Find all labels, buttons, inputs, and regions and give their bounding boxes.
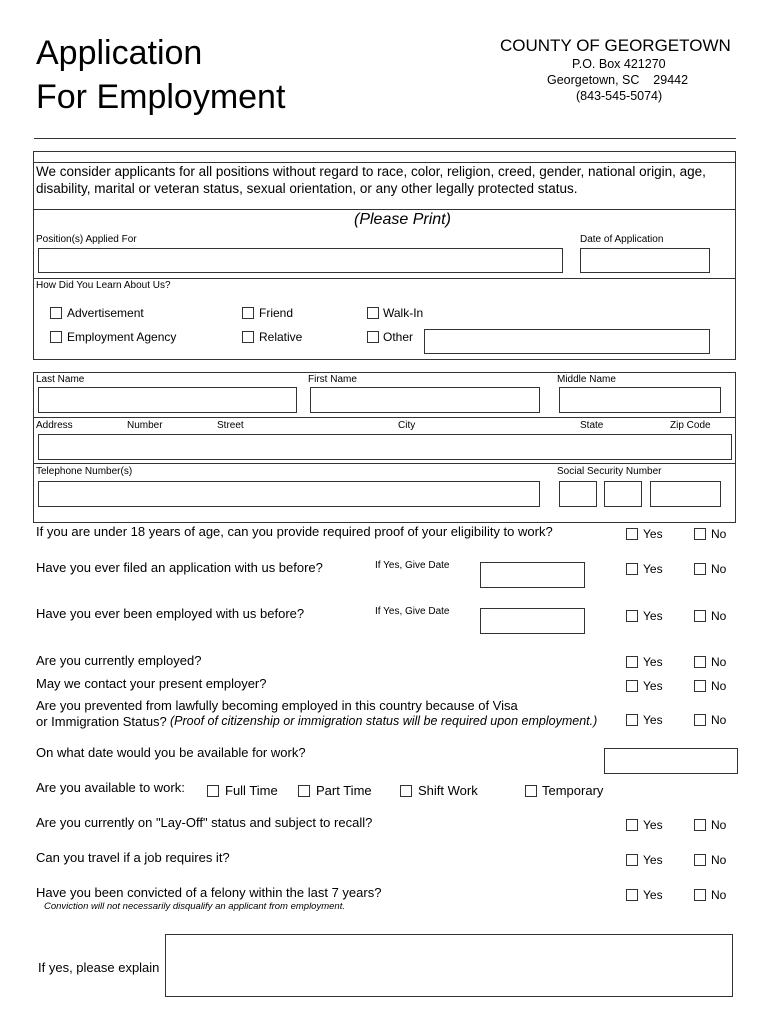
felony-yes-checkbox[interactable] (626, 889, 638, 901)
name-divider (34, 417, 735, 418)
position-divider (34, 278, 735, 279)
question-under-18: If you are under 18 years of age, can you provide required proof of your eligibility to work? (36, 524, 553, 539)
full-time-label: Full Time (225, 783, 278, 798)
under-18-no-checkbox[interactable] (694, 528, 706, 540)
travel-yes-label: Yes (643, 853, 663, 867)
last-name-input[interactable] (38, 387, 297, 413)
shift-work-checkbox[interactable] (400, 785, 412, 797)
city-label: City (398, 420, 416, 431)
contact-yes-checkbox[interactable] (626, 680, 638, 692)
under-18-yes-checkbox[interactable] (626, 528, 638, 540)
question-travel: Can you travel if a job requires it? (36, 850, 230, 865)
employed-before-yes-checkbox[interactable] (626, 610, 638, 622)
filed-yes-checkbox[interactable] (626, 563, 638, 575)
currently-employed-yes-label: Yes (643, 655, 663, 669)
filed-yes-label: Yes (643, 562, 663, 576)
layoff-no-label: No (711, 818, 727, 832)
positions-input[interactable] (38, 248, 563, 273)
po-box: P.O. Box 421270 (572, 57, 666, 71)
explain-label: If yes, please explain (38, 960, 160, 975)
currently-employed-yes-checkbox[interactable] (626, 656, 638, 668)
part-time-label: Part Time (316, 783, 372, 798)
advertisement-checkbox[interactable] (50, 307, 62, 319)
other-source-input[interactable] (424, 329, 710, 354)
ssn-label: Social Security Number (557, 466, 662, 477)
first-name-input[interactable] (310, 387, 540, 413)
walk-in-checkbox[interactable] (367, 307, 379, 319)
temporary-checkbox[interactable] (525, 785, 537, 797)
travel-no-label: No (711, 853, 727, 867)
form-title-line2: For Employment (36, 78, 286, 116)
question-employed-before: Have you ever been employed with us before? (36, 606, 305, 621)
explain-textarea[interactable] (165, 934, 733, 997)
city-state-zip: Georgetown, SC 29442 (547, 73, 689, 87)
county-name: COUNTY OF GEORGETOWN (500, 36, 731, 55)
zip-code-label: Zip Code (670, 420, 711, 431)
last-name-label: Last Name (36, 374, 85, 385)
positions-label: Position(s) Applied For (36, 234, 137, 245)
middle-name-label: Middle Name (557, 374, 616, 385)
address-label: Address (36, 420, 73, 431)
filed-give-date-label: If Yes, Give Date (375, 560, 450, 571)
temporary-label: Temporary (542, 783, 604, 798)
friend-label: Friend (259, 306, 294, 320)
relative-label: Relative (259, 330, 303, 344)
contact-no-checkbox[interactable] (694, 680, 706, 692)
question-available-to-work: Are you available to work: (36, 780, 185, 795)
notice-bottom-rule (34, 209, 735, 210)
contact-yes-label: Yes (643, 679, 663, 693)
ssn-part3-input[interactable] (650, 481, 721, 507)
other-checkbox[interactable] (367, 331, 379, 343)
under-18-yes-label: Yes (643, 527, 663, 541)
filed-no-checkbox[interactable] (694, 563, 706, 575)
full-time-checkbox[interactable] (207, 785, 219, 797)
date-of-application-label: Date of Application (580, 234, 664, 245)
question-filed-before: Have you ever filed an application with us before? (36, 560, 323, 575)
address-input[interactable] (38, 434, 732, 460)
layoff-yes-checkbox[interactable] (626, 819, 638, 831)
form-title-line1: Application (36, 34, 203, 72)
question-available-date: On what date would you be available for work? (36, 745, 306, 760)
visa-no-checkbox[interactable] (694, 714, 706, 726)
visa-yes-label: Yes (643, 713, 663, 727)
employed-before-yes-label: Yes (643, 609, 663, 623)
question-contact-employer: May we contact your present employer? (36, 676, 267, 691)
question-visa-line2: or Immigration Status? (36, 714, 167, 729)
state-label: State (580, 420, 604, 431)
friend-checkbox[interactable] (242, 307, 254, 319)
layoff-no-checkbox[interactable] (694, 819, 706, 831)
visa-proof-note: (Proof of citizenship or immigration status will be required upon employment.) (170, 714, 598, 728)
other-label: Other (383, 330, 414, 344)
employed-date-input[interactable] (480, 608, 585, 634)
county-phone: (843-545-5074) (576, 89, 663, 103)
under-18-no-label: No (711, 527, 727, 541)
felony-no-label: No (711, 888, 727, 902)
middle-name-input[interactable] (559, 387, 721, 413)
employment-agency-checkbox[interactable] (50, 331, 62, 343)
travel-no-checkbox[interactable] (694, 854, 706, 866)
first-name-label: First Name (308, 374, 357, 385)
available-date-input[interactable] (604, 748, 738, 774)
filed-no-label: No (711, 562, 727, 576)
employed-before-no-checkbox[interactable] (694, 610, 706, 622)
visa-yes-checkbox[interactable] (626, 714, 638, 726)
currently-employed-no-label: No (711, 655, 727, 669)
question-visa-line1: Are you prevented from lawfully becoming employed in this country because of Visa (36, 698, 518, 713)
number-label: Number (127, 420, 163, 431)
header-divider (34, 138, 736, 139)
shift-work-label: Shift Work (418, 783, 478, 798)
employment-agency-label: Employment Agency (67, 330, 177, 344)
part-time-checkbox[interactable] (298, 785, 310, 797)
walk-in-label: Walk-In (383, 306, 424, 320)
travel-yes-checkbox[interactable] (626, 854, 638, 866)
ssn-part2-input[interactable] (604, 481, 642, 507)
how-learn-label: How Did You Learn About Us? (36, 280, 171, 291)
ssn-part1-input[interactable] (559, 481, 597, 507)
contact-no-label: No (711, 679, 727, 693)
eeo-notice: We consider applicants for all positions without regard to race, color, religion, creed, gender, national origin, age, disability, marital or veteran status, sexual orientation, or any other legally protected status. (36, 164, 706, 196)
date-of-application-input[interactable] (580, 248, 710, 273)
currently-employed-no-checkbox[interactable] (694, 656, 706, 668)
question-felony: Have you been convicted of a felony within the last 7 years? (36, 885, 382, 900)
felony-note: Conviction will not necessarily disqualify an applicant from employment. (44, 901, 345, 912)
filed-date-input[interactable] (480, 562, 585, 588)
visa-no-label: No (711, 713, 727, 727)
relative-checkbox[interactable] (242, 331, 254, 343)
telephone-input[interactable] (38, 481, 540, 507)
layoff-yes-label: Yes (643, 818, 663, 832)
employed-give-date-label: If Yes, Give Date (375, 606, 450, 617)
question-layoff: Are you currently on "Lay-Off" status and subject to recall? (36, 815, 373, 830)
street-label: Street (217, 420, 244, 431)
felony-no-checkbox[interactable] (694, 889, 706, 901)
felony-yes-label: Yes (643, 888, 663, 902)
telephone-label: Telephone Number(s) (36, 466, 133, 477)
please-print: (Please Print) (354, 211, 451, 228)
question-currently-employed: Are you currently employed? (36, 653, 202, 668)
employed-before-no-label: No (711, 609, 727, 623)
address-divider (34, 463, 735, 464)
advertisement-label: Advertisement (67, 306, 144, 320)
